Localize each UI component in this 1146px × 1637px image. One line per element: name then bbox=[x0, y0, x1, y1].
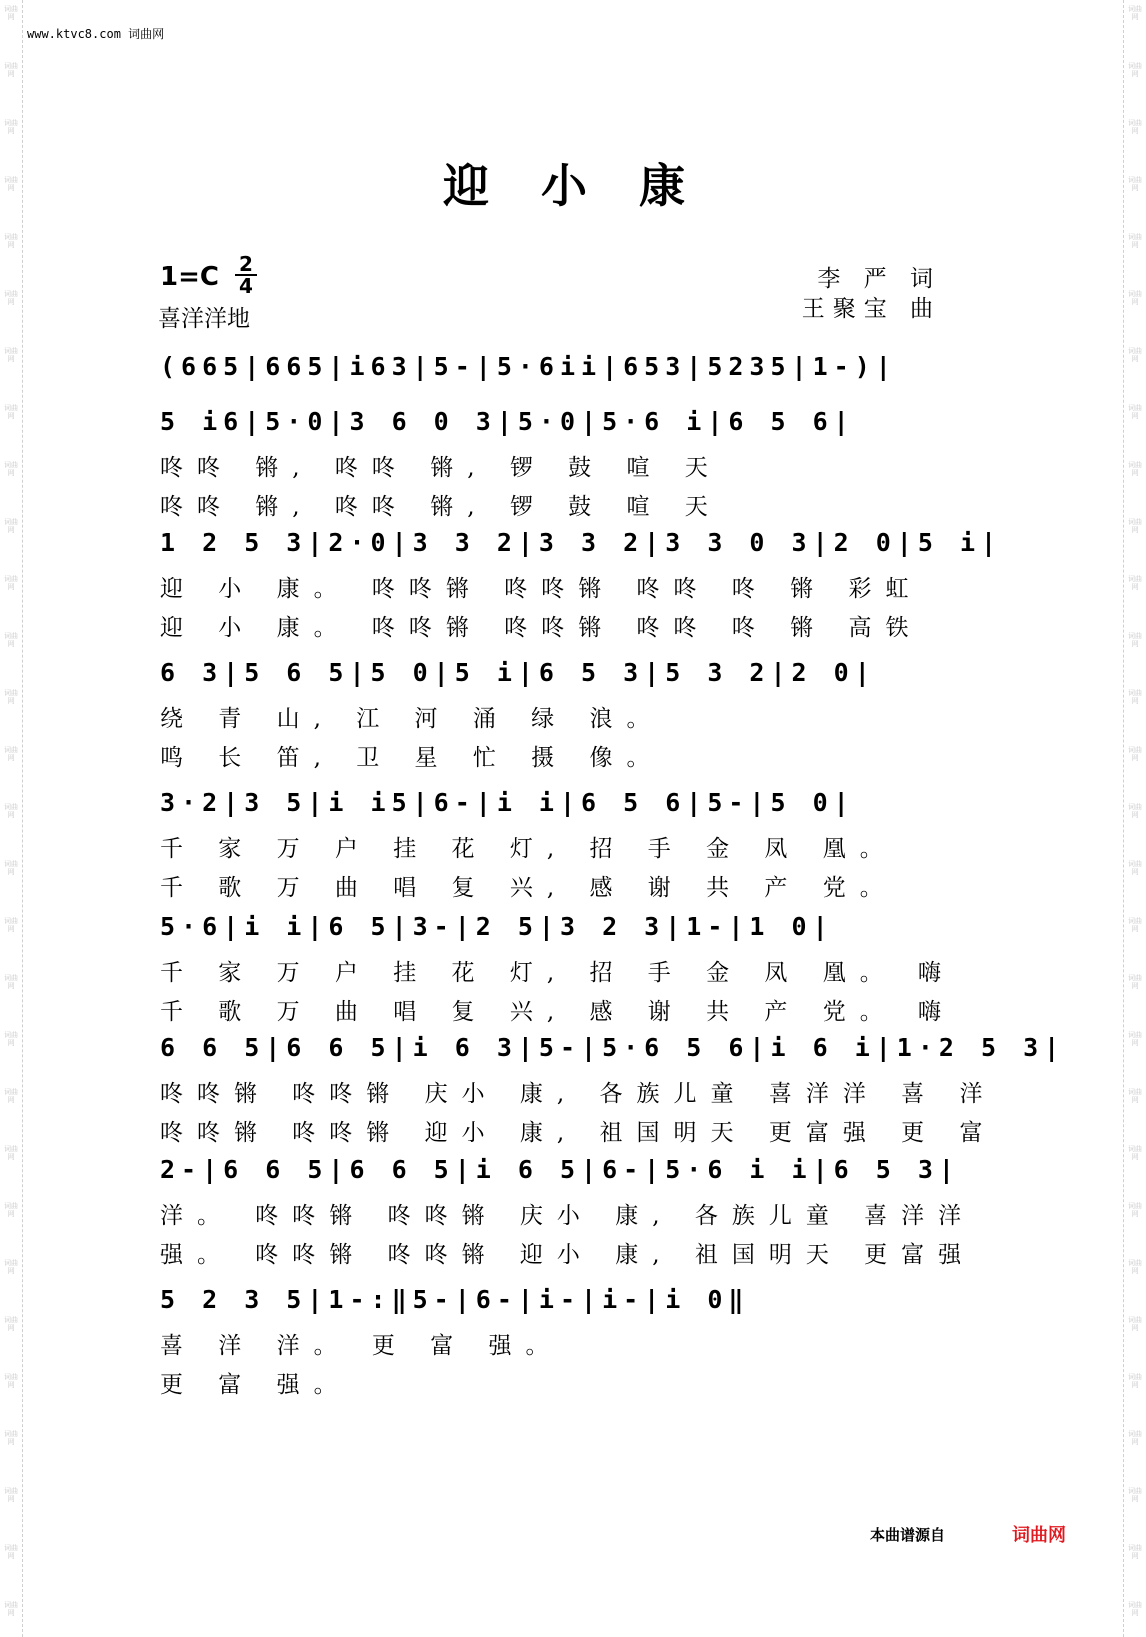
lyric-line: 千 歌 万 曲 唱 复 兴, 感 谢 共 产 党。 嗨 bbox=[160, 999, 956, 1025]
watermark-text: 词曲网 bbox=[1128, 1259, 1142, 1275]
watermark-text: 词曲网 bbox=[1128, 1202, 1142, 1218]
watermark-text: 词曲网 bbox=[4, 290, 18, 306]
watermark-text: 词曲网 bbox=[4, 1601, 18, 1617]
watermark-text: 词曲网 bbox=[4, 575, 18, 591]
watermark-text: 词曲网 bbox=[4, 1202, 18, 1218]
watermark-text: 词曲网 bbox=[1128, 632, 1142, 648]
watermark-text: 词曲网 bbox=[4, 1316, 18, 1332]
composer-credit: 王聚宝 曲 bbox=[801, 296, 941, 322]
notation-row: 5 i6|5·0|3 6 0 3|5·0|5·6 i|6 5 6| bbox=[160, 407, 855, 436]
watermark-text: 词曲网 bbox=[4, 1487, 18, 1503]
watermark-text: 词曲网 bbox=[4, 1088, 18, 1104]
lyric-line: 迎 小 康。 咚咚锵 咚咚锵 咚咚 咚 锵 高铁 bbox=[160, 615, 923, 641]
watermark-text: 词曲网 bbox=[4, 974, 18, 990]
watermark-text: 词曲网 bbox=[1128, 746, 1142, 762]
site-url[interactable]: www.ktvc8.com 词曲网 bbox=[27, 27, 165, 41]
lyric-line: 咚咚 锵, 咚咚 锵, 锣 鼓 喧 天 bbox=[160, 494, 722, 520]
notation-row: (665|665|i63|5-|5·6ii|653|5235|1-)| bbox=[160, 352, 897, 381]
watermark-text: 词曲网 bbox=[1128, 290, 1142, 306]
tempo-marking: 喜洋洋地 bbox=[158, 306, 250, 332]
watermark-text: 词曲网 bbox=[1128, 860, 1142, 876]
lyricist-credit: 李 严 词 bbox=[817, 266, 941, 292]
watermark-text: 词曲网 bbox=[1128, 347, 1142, 363]
song-title: 迎 小 康 bbox=[442, 159, 704, 213]
time-signature-top: 2 bbox=[239, 252, 253, 276]
watermark-text: 词曲网 bbox=[1128, 176, 1142, 192]
key-signature: 1=C bbox=[160, 262, 219, 292]
watermark-column-right bbox=[1124, 0, 1146, 1637]
watermark-text: 词曲网 bbox=[1128, 917, 1142, 933]
lyric-line: 千 歌 万 曲 唱 复 兴, 感 谢 共 产 党。 bbox=[160, 875, 897, 901]
watermark-text: 词曲网 bbox=[1128, 1601, 1142, 1617]
watermark-text: 词曲网 bbox=[4, 1430, 18, 1446]
lyric-line: 迎 小 康。 咚咚锵 咚咚锵 咚咚 咚 锵 彩虹 bbox=[160, 576, 923, 602]
watermark-column-left bbox=[0, 0, 22, 1637]
watermark-text: 词曲网 bbox=[1128, 62, 1142, 78]
watermark-text: 词曲网 bbox=[1128, 1316, 1142, 1332]
watermark-text: 词曲网 bbox=[1128, 233, 1142, 249]
watermark-text: 词曲网 bbox=[1128, 119, 1142, 135]
notation-row: 6 6 5|6 6 5|i 6 3|5-|5·6 5 6|i 6 i|1·2 5 3| bbox=[160, 1033, 1066, 1062]
lyric-line: 鸣 长 笛, 卫 星 忙 摄 像。 bbox=[160, 745, 664, 771]
watermark-text: 词曲网 bbox=[1128, 1430, 1142, 1446]
time-signature-bottom: 4 bbox=[239, 274, 253, 298]
watermark-text: 词曲网 bbox=[1128, 404, 1142, 420]
watermark-text: 词曲网 bbox=[1128, 1373, 1142, 1389]
notation-row: 5·6|i i|6 5|3-|2 5|3 2 3|1-|1 0| bbox=[160, 912, 834, 941]
watermark-text: 词曲网 bbox=[4, 632, 18, 648]
watermark-text: 词曲网 bbox=[4, 1145, 18, 1161]
watermark-text: 词曲网 bbox=[4, 461, 18, 477]
watermark-text: 词曲网 bbox=[4, 119, 18, 135]
watermark-text: 词曲网 bbox=[4, 1544, 18, 1560]
watermark-text: 词曲网 bbox=[4, 518, 18, 534]
notation-row: 6 3|5 6 5|5 0|5 i|6 5 3|5 3 2|2 0| bbox=[160, 658, 876, 687]
watermark-text: 词曲网 bbox=[4, 404, 18, 420]
lyric-line: 强。 咚咚锵 咚咚锵 迎小 康, 祖国明天 更富强 bbox=[160, 1242, 976, 1268]
watermark-text: 词曲网 bbox=[1128, 1088, 1142, 1104]
watermark-text: 词曲网 bbox=[4, 746, 18, 762]
lyric-line: 咚咚锵 咚咚锵 庆小 康, 各族儿童 喜洋洋 喜 洋 bbox=[160, 1081, 997, 1107]
watermark-text: 词曲网 bbox=[4, 917, 18, 933]
notation-row: 1 2 5 3|2·0|3 3 2|3 3 2|3 3 0 3|2 0|5 i| bbox=[160, 528, 1003, 557]
watermark-text: 词曲网 bbox=[4, 860, 18, 876]
lyric-line: 更 富 强。 bbox=[160, 1372, 351, 1398]
watermark-text: 词曲网 bbox=[4, 233, 18, 249]
lyric-line: 咚咚 锵, 咚咚 锵, 锣 鼓 喧 天 bbox=[160, 455, 722, 481]
watermark-text: 词曲网 bbox=[4, 1031, 18, 1047]
footer-brand[interactable]: 词曲网 bbox=[1012, 1525, 1066, 1546]
lyric-line: 千 家 万 户 挂 花 灯, 招 手 金 凤 凰。 嗨 bbox=[160, 960, 956, 986]
lyric-line: 绕 青 山, 江 河 涌 绿 浪。 bbox=[160, 706, 664, 732]
watermark-text: 词曲网 bbox=[4, 62, 18, 78]
lyric-line: 洋。 咚咚锵 咚咚锵 庆小 康, 各族儿童 喜洋洋 bbox=[160, 1203, 976, 1229]
watermark-text: 词曲网 bbox=[1128, 1031, 1142, 1047]
watermark-text: 词曲网 bbox=[4, 1259, 18, 1275]
watermark-text: 词曲网 bbox=[4, 347, 18, 363]
notation-row: 3·2|3 5|i i5|6-|i i|6 5 6|5-|5 0| bbox=[160, 788, 855, 817]
watermark-text: 词曲网 bbox=[4, 1373, 18, 1389]
watermark-text: 词曲网 bbox=[4, 5, 18, 21]
time-signature bbox=[235, 252, 257, 298]
watermark-text: 词曲网 bbox=[4, 176, 18, 192]
lyric-line: 咚咚锵 咚咚锵 迎小 康, 祖国明天 更富强 更 富 bbox=[160, 1120, 997, 1146]
watermark-text: 词曲网 bbox=[1128, 1544, 1142, 1560]
watermark-text: 词曲网 bbox=[1128, 974, 1142, 990]
watermark-text: 词曲网 bbox=[1128, 518, 1142, 534]
watermark-text: 词曲网 bbox=[1128, 575, 1142, 591]
watermark-text: 词曲网 bbox=[1128, 803, 1142, 819]
notation-row: 2-|6 6 5|6 6 5|i 6 5|6-|5·6 i i|6 5 3| bbox=[160, 1155, 960, 1184]
notation-row: 5 2 3 5|1-:‖5-|6-|i-|i-|i 0‖ bbox=[160, 1285, 750, 1314]
watermark-text: 词曲网 bbox=[1128, 1487, 1142, 1503]
watermark-text: 词曲网 bbox=[1128, 5, 1142, 21]
footer-source: 本曲谱源自 bbox=[870, 1526, 946, 1544]
watermark-text: 词曲网 bbox=[1128, 689, 1142, 705]
watermark-text: 词曲网 bbox=[4, 803, 18, 819]
lyric-line: 千 家 万 户 挂 花 灯, 招 手 金 凤 凰。 bbox=[160, 836, 897, 862]
watermark-text: 词曲网 bbox=[1128, 461, 1142, 477]
watermark-text: 词曲网 bbox=[4, 689, 18, 705]
watermark-text: 词曲网 bbox=[1128, 1145, 1142, 1161]
lyric-line: 喜 洋 洋。 更 富 强。 bbox=[160, 1333, 563, 1359]
